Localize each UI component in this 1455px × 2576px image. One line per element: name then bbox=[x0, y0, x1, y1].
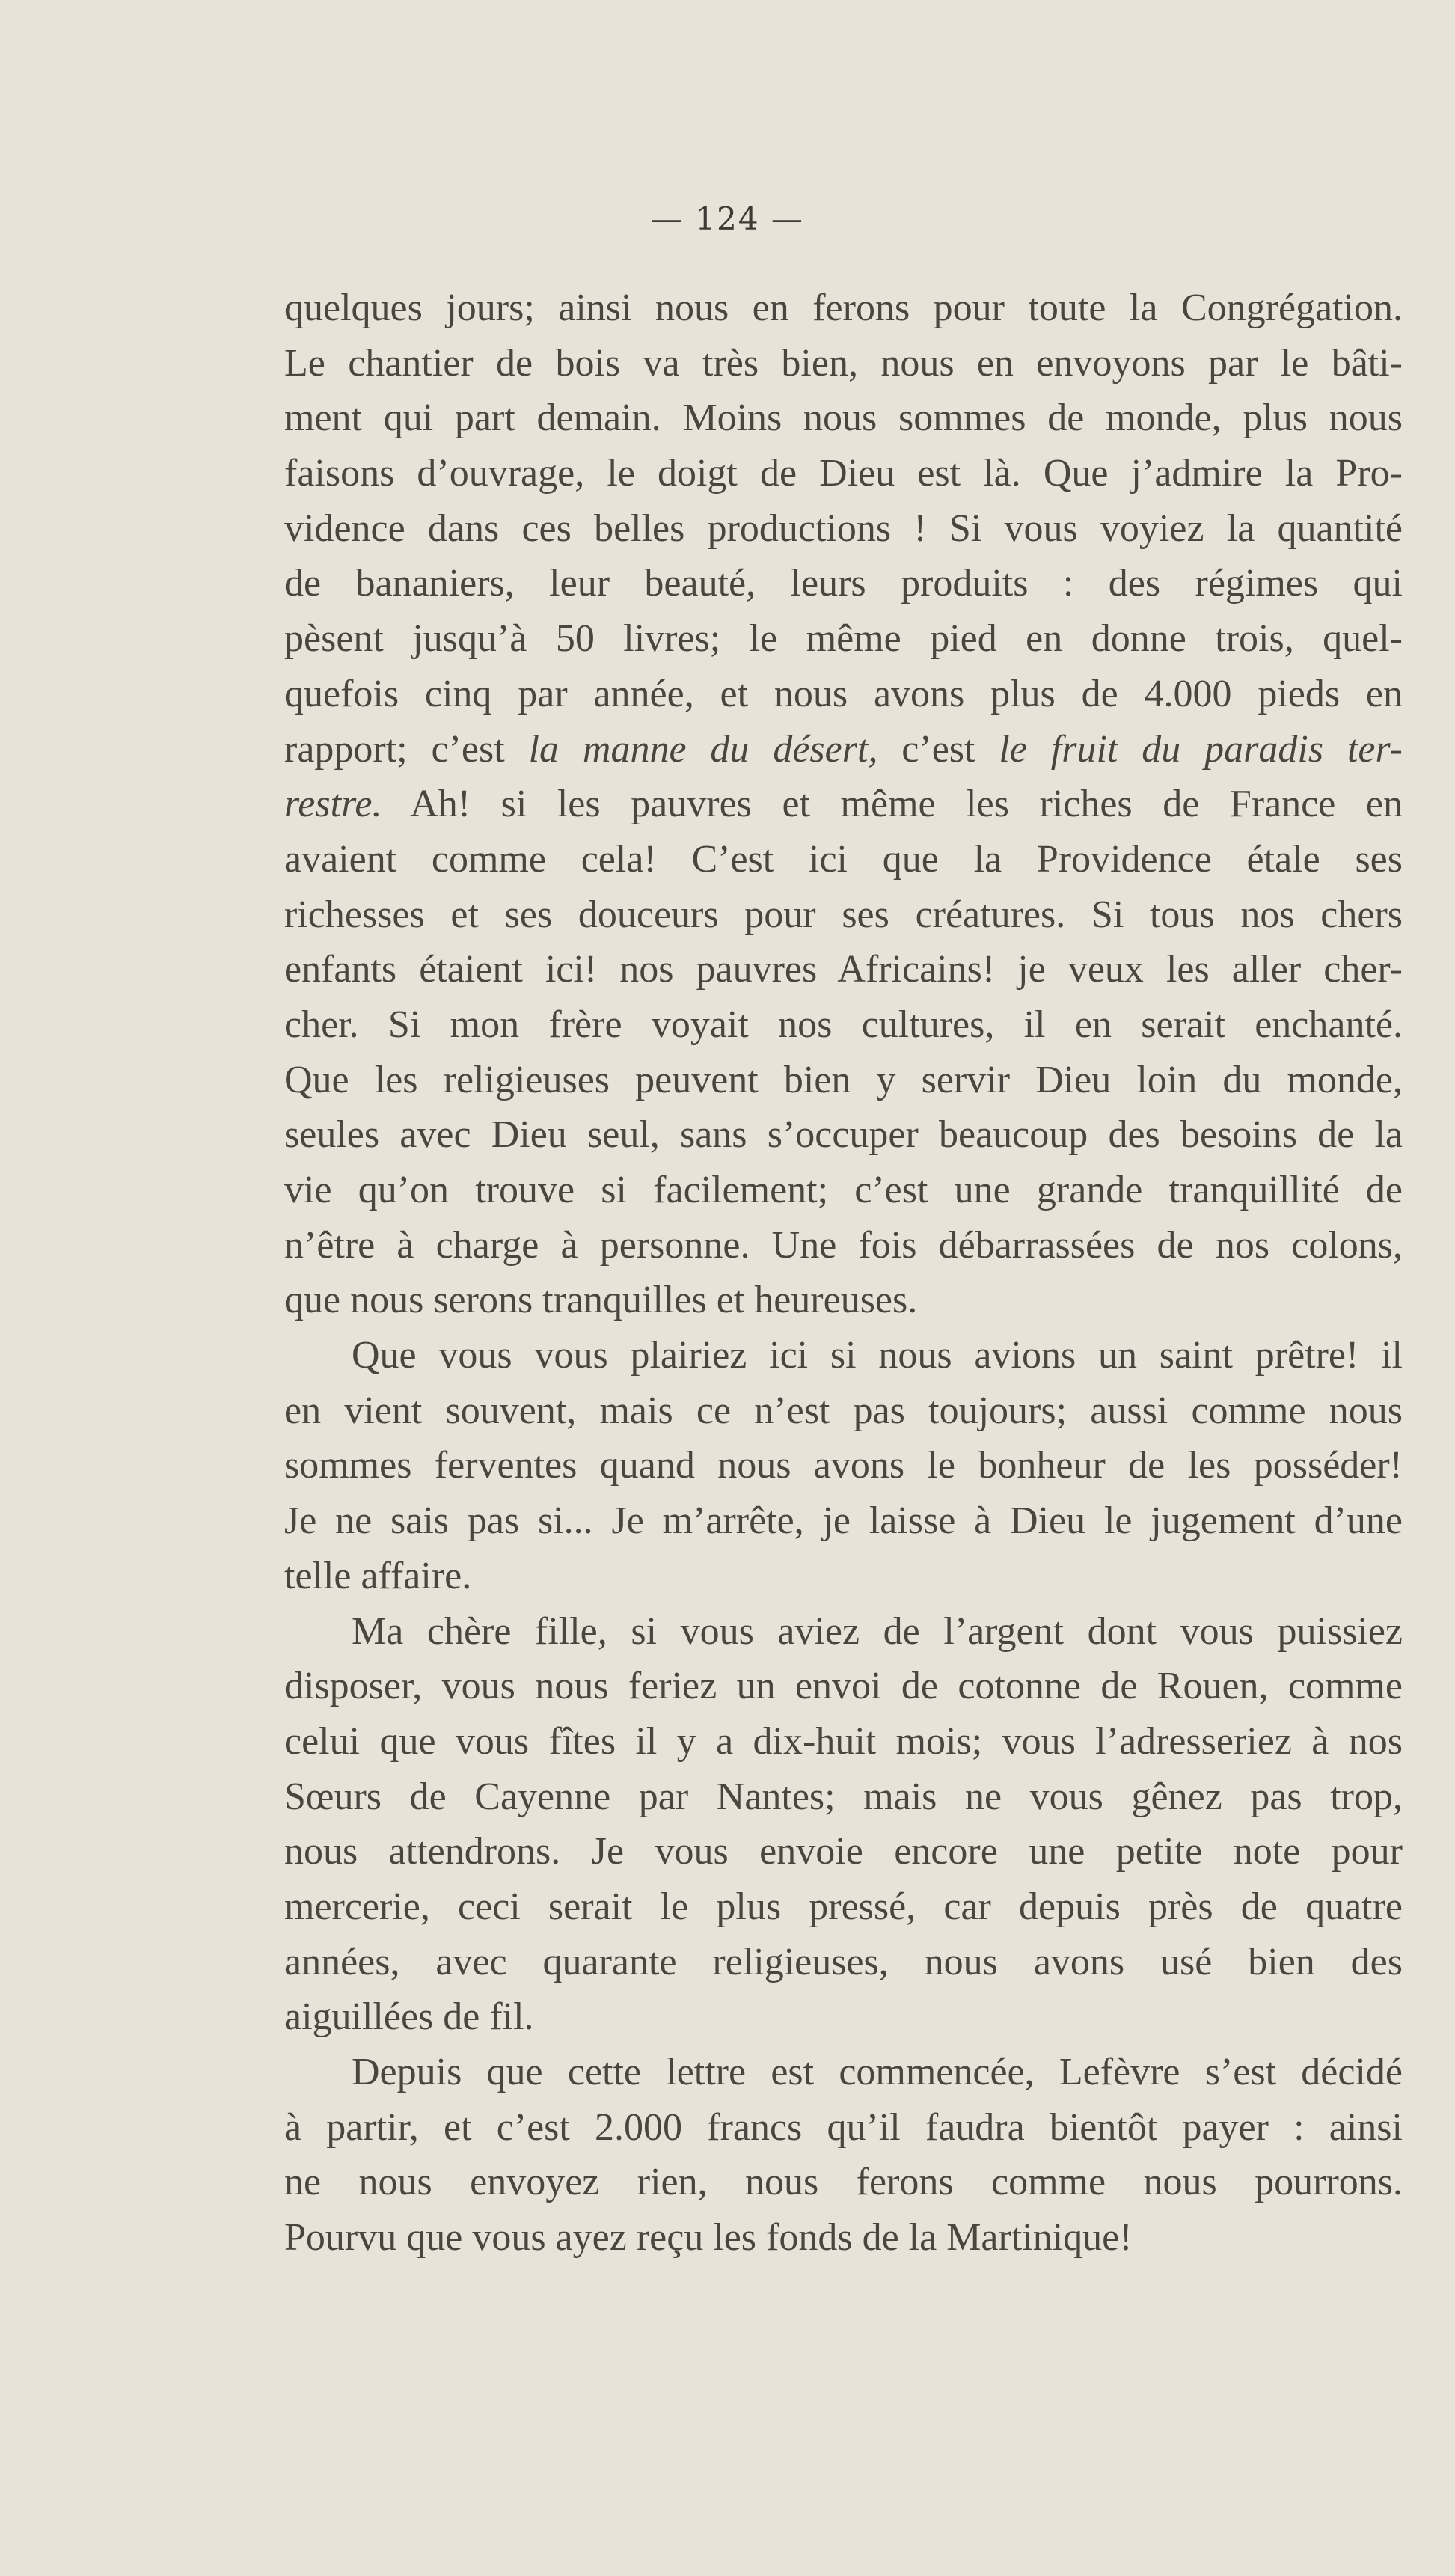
text-line bbox=[284, 722, 1403, 777]
text-line: mercerie, ceci serait le plus pressé, car depuis près de quatre bbox=[284, 1885, 1403, 1928]
text-line: quefois cinq par année, et nous avons plus de 4.000 pieds en bbox=[284, 672, 1403, 715]
text-line: cher. Si mon frère voyait nos cultures, il en serait enchanté. bbox=[284, 1003, 1403, 1046]
text-span: rapport; c’est bbox=[284, 727, 529, 771]
text-line: Je ne sais pas si... Je m’arrête, je laisse à Dieu le jugement d’une bbox=[284, 1499, 1403, 1543]
text-line: avaient comme cela! C’est ici que la Providence étale ses bbox=[284, 837, 1403, 881]
text-line: Le chantier de bois va très bien, nous en envoyons par le bâti- bbox=[284, 341, 1403, 385]
text-line: à partir, et c’est 2.000 francs qu’il faudra bientôt payer : ainsi bbox=[284, 2105, 1403, 2149]
text-line: faisons d’ouvrage, le doigt de Dieu est là. Que j’admire la Pro- bbox=[284, 452, 1403, 495]
text-line: pèsent jusqu’à 50 livres; le même pied en donne trois, quel- bbox=[284, 617, 1403, 661]
text-line: Que les religieuses peuvent bien y servir Dieu loin du monde, bbox=[284, 1058, 1403, 1101]
text-line: ne nous envoyez rien, nous ferons comme nous pourrons. bbox=[284, 2161, 1403, 2204]
text-line: n’être à charge à personne. Une fois débarrassées de nos colons, bbox=[284, 1223, 1403, 1267]
text-line: aiguillées de fil. bbox=[284, 1995, 534, 2039]
italic-phrase: la manne du désert, bbox=[528, 727, 878, 771]
italic-phrase: restre. bbox=[284, 783, 382, 826]
text-line: de bananiers, leur beauté, leurs produits : des régimes qui bbox=[284, 562, 1403, 605]
page-number: — 124 — bbox=[651, 201, 804, 237]
text-span: c’est bbox=[877, 727, 999, 771]
text-line: vie qu’on trouve si facilement; c’est une grande tranquillité de bbox=[284, 1169, 1403, 1211]
text-line: que nous serons tranquilles et heureuses. bbox=[284, 1279, 918, 1322]
text-line: telle affaire. bbox=[284, 1554, 472, 1597]
text-line: sommes ferventes quand nous avons le bonheur de les posséder! bbox=[284, 1444, 1403, 1487]
text-line: ment qui part demain. Moins nous sommes de monde, plus nous bbox=[284, 397, 1403, 440]
text-line: seules avec Dieu seul, sans s’occuper beaucoup des besoins de la bbox=[284, 1113, 1403, 1157]
text-line: celui que vous fîtes il y a dix-huit mois; vous l’adresseriez à nos bbox=[284, 1719, 1403, 1763]
text-line: richesses et ses douceurs pour ses créatures. Si tous nos chers bbox=[284, 893, 1403, 936]
text-line: années, avec quarante religieuses, nous avons usé bien des bbox=[284, 1940, 1403, 1983]
text-line: Pourvu que vous ayez reçu les fonds de la Martinique! bbox=[284, 2216, 1133, 2260]
text-line: Que vous vous plairiez ici si nous avions un saint prêtre! il bbox=[352, 1334, 1403, 1377]
body-text bbox=[284, 281, 1403, 2266]
text-line: quelques jours; ainsi nous en ferons pour toute la Congrégation. bbox=[284, 287, 1403, 329]
text-line: enfants étaient ici! nos pauvres Africains! je veux les aller cher- bbox=[284, 948, 1403, 991]
text-span: Ah! si les pauvres et même les riches de France en bbox=[382, 783, 1403, 826]
text-line bbox=[284, 777, 1403, 832]
text-line: en vient souvent, mais ce n’est pas toujours; aussi comme nous bbox=[284, 1389, 1403, 1432]
text-line: Ma chère fille, si vous aviez de l’argent dont vous puissiez bbox=[352, 1609, 1403, 1653]
italic-phrase: le fruit du paradis ter- bbox=[999, 727, 1403, 771]
text-line: nous attendrons. Je vous envoie encore une petite note pour bbox=[284, 1830, 1403, 1873]
text-line: Sœurs de Cayenne par Nantes; mais ne vous gênez pas trop, bbox=[284, 1775, 1403, 1818]
text-line: Depuis que cette lettre est commencée, Lefèvre s’est décidé bbox=[352, 2051, 1403, 2093]
text-line: disposer, vous nous feriez un envoi de cotonne de Rouen, comme bbox=[284, 1665, 1403, 1708]
text-line: vidence dans ces belles productions ! Si vous voyiez la quantité bbox=[284, 507, 1403, 550]
